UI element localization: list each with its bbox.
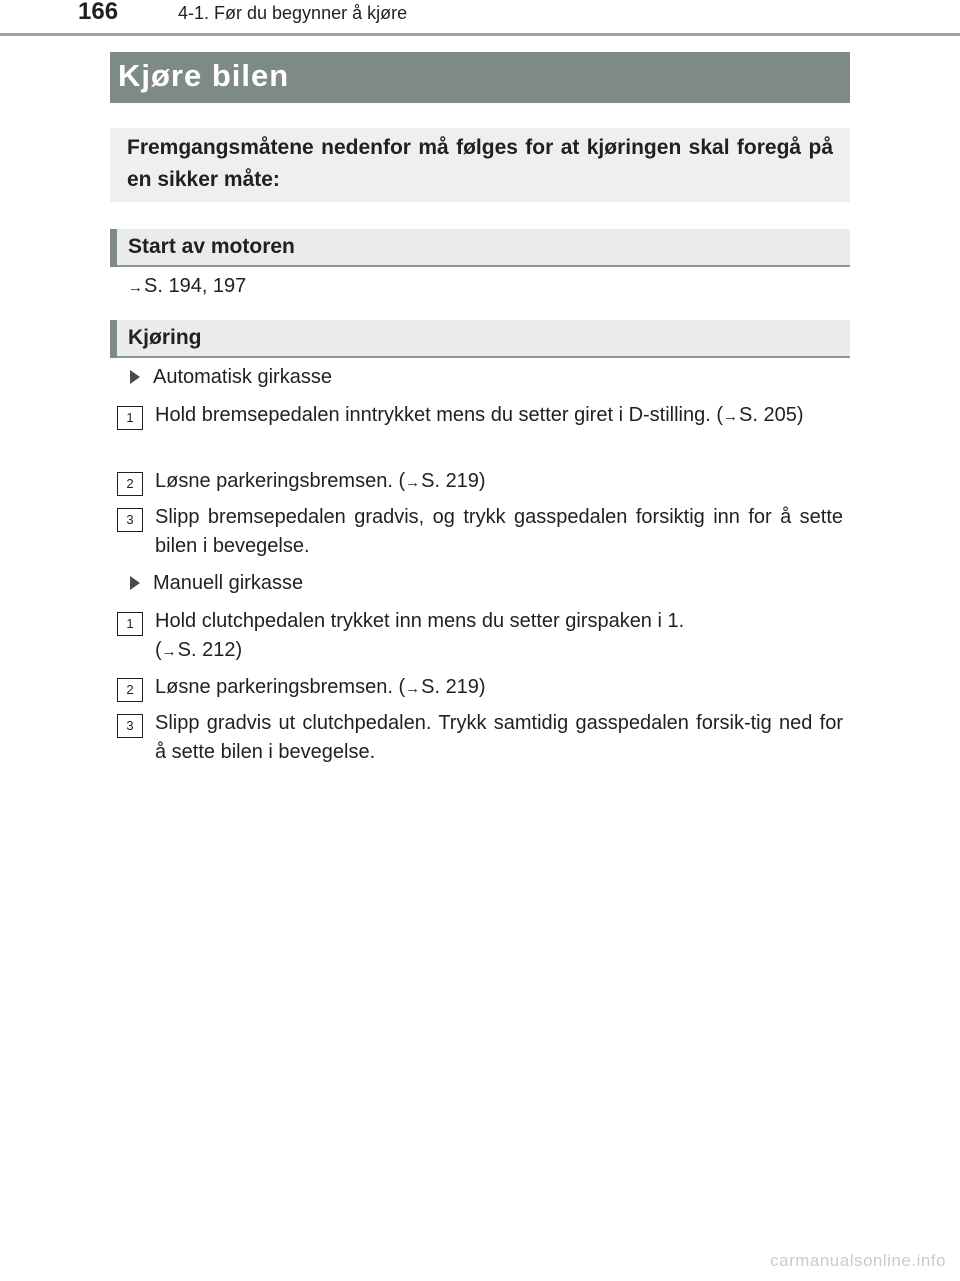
intro-text: Fremgangsmåtene nedenfor må følges for at kjøringen skal foregå på en sikker måte: xyxy=(127,136,833,191)
start-reference-link[interactable]: S. 194, 197 xyxy=(144,275,247,297)
bullet-manual-label: Manuell girkasse xyxy=(153,572,304,594)
step-number-box: 2 xyxy=(117,472,143,496)
section-heading-start xyxy=(110,229,850,267)
arrow-right-icon: → xyxy=(128,279,143,296)
title-bar xyxy=(110,52,850,103)
bullet-automatic xyxy=(130,366,332,389)
header-rule xyxy=(0,33,960,36)
watermark: carmanualsonline.info xyxy=(770,1251,946,1270)
page-reference-link[interactable]: S. 212) xyxy=(177,639,243,661)
page-title: Kjøre bilen xyxy=(118,58,290,93)
arrow-right-icon: → xyxy=(405,680,421,697)
section-heading-driving-label: Kjøring xyxy=(128,326,202,349)
page-reference-link[interactable]: S. 219) xyxy=(421,470,486,492)
step-text: Slipp gradvis ut clutchpedalen. Trykk samtidig gasspedalen forsik-tig ned for å sette bilen i bevegelse. xyxy=(155,712,843,763)
section-breadcrumb: 4-1. Før du begynner å kjøre xyxy=(178,3,408,23)
step-number-box: 2 xyxy=(117,678,143,702)
step-text: Slipp bremsepedalen gradvis, og trykk gasspedalen forsiktig inn for å sette bilen i bevegelse. xyxy=(155,506,843,557)
page-reference-link[interactable]: S. 205) xyxy=(739,404,804,426)
step-number-box: 1 xyxy=(117,406,143,430)
step-number-box: 1 xyxy=(117,612,143,636)
arrow-right-icon: → xyxy=(161,643,177,660)
step-text: Hold bremsepedalen inntrykket mens du setter giret i D-stilling. (→S. 205) xyxy=(155,404,804,426)
bullet-manual xyxy=(130,572,303,595)
step-number-box: 3 xyxy=(117,714,143,738)
intro-box xyxy=(110,128,850,202)
step-text: Løsne parkeringsbremsen. (→S. 219) xyxy=(155,676,486,698)
triangle-bullet-icon xyxy=(130,576,140,590)
page-reference-link[interactable]: S. 219) xyxy=(421,676,486,698)
section-heading-driving xyxy=(110,320,850,358)
start-reference xyxy=(128,275,246,298)
triangle-bullet-icon xyxy=(130,370,140,384)
step-number-box: 3 xyxy=(117,508,143,532)
page-number: 166 xyxy=(78,0,119,25)
step-text: Løsne parkeringsbremsen. (→S. 219) xyxy=(155,470,486,492)
arrow-right-icon: → xyxy=(405,474,421,491)
arrow-right-icon: → xyxy=(723,408,739,425)
step-text: Hold clutchpedalen trykket inn mens du setter girspaken i 1. (→S. 212) xyxy=(155,610,685,661)
bullet-automatic-label: Automatisk girkasse xyxy=(153,366,332,388)
section-heading-start-label: Start av motoren xyxy=(128,235,295,258)
